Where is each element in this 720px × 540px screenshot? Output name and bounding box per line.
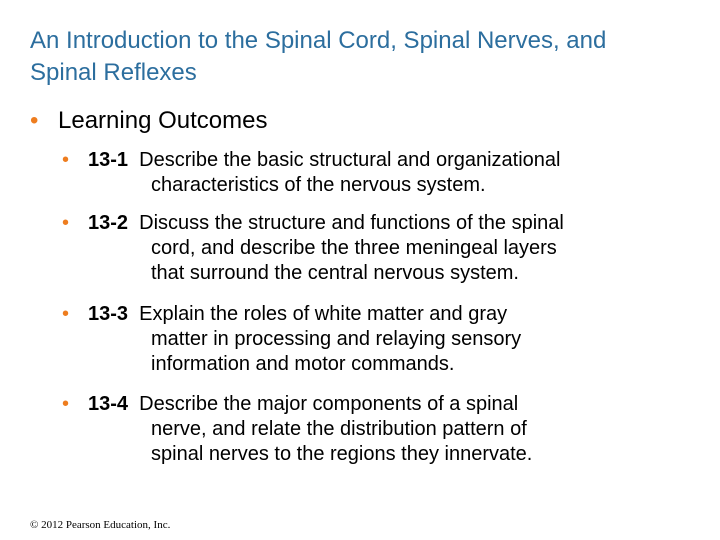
- heading-label: Learning Outcomes: [58, 107, 268, 134]
- outcome-text-line: Describe the major components of a spinal: [139, 393, 519, 415]
- outcome-text-line: nerve, and relate the distribution pattern of: [151, 418, 527, 440]
- outcome-text-line: Discuss the structure and functions of the spinal: [139, 212, 564, 234]
- bullet-icon: •: [30, 107, 39, 134]
- outcome-number: 13-1: [88, 149, 129, 171]
- outcome-text-line: characteristics of the nervous system.: [151, 174, 486, 196]
- outcome-number: 13-4: [88, 393, 129, 415]
- outcome-text-line: information and motor commands.: [151, 353, 455, 375]
- outcome-text-line: Explain the roles of white matter and gray: [139, 303, 508, 325]
- title-line-1: An Introduction to the Spinal Cord, Spinal Nerves, and: [30, 27, 607, 54]
- title-line-2: Spinal Reflexes: [30, 59, 197, 86]
- bullet-icon: •: [62, 393, 70, 415]
- bullet-icon: •: [62, 303, 70, 325]
- bullet-icon: •: [62, 149, 70, 171]
- outcome-item-13-3: [62, 302, 702, 377]
- outcome-item-13-1: [62, 148, 702, 198]
- outcome-text-line: that surround the central nervous system.: [151, 262, 519, 284]
- slide-title: [30, 25, 710, 89]
- outcome-text-line: Describe the basic structural and organizational: [139, 149, 561, 171]
- outcome-item-13-2: [62, 211, 702, 286]
- bullet-icon: •: [62, 212, 70, 234]
- outcome-item-13-4: [62, 392, 702, 467]
- outcome-text-line: spinal nerves to the regions they innervate.: [151, 443, 533, 465]
- outcome-number: 13-2: [88, 212, 129, 234]
- outcome-number: 13-3: [88, 303, 129, 325]
- outcome-text-line: matter in processing and relaying sensory: [151, 328, 522, 350]
- outcome-text-line: cord, and describe the three meningeal layers: [151, 237, 557, 259]
- copyright-footer: © 2012 Pearson Education, Inc.: [30, 519, 171, 531]
- heading-learning-outcomes: [30, 106, 267, 136]
